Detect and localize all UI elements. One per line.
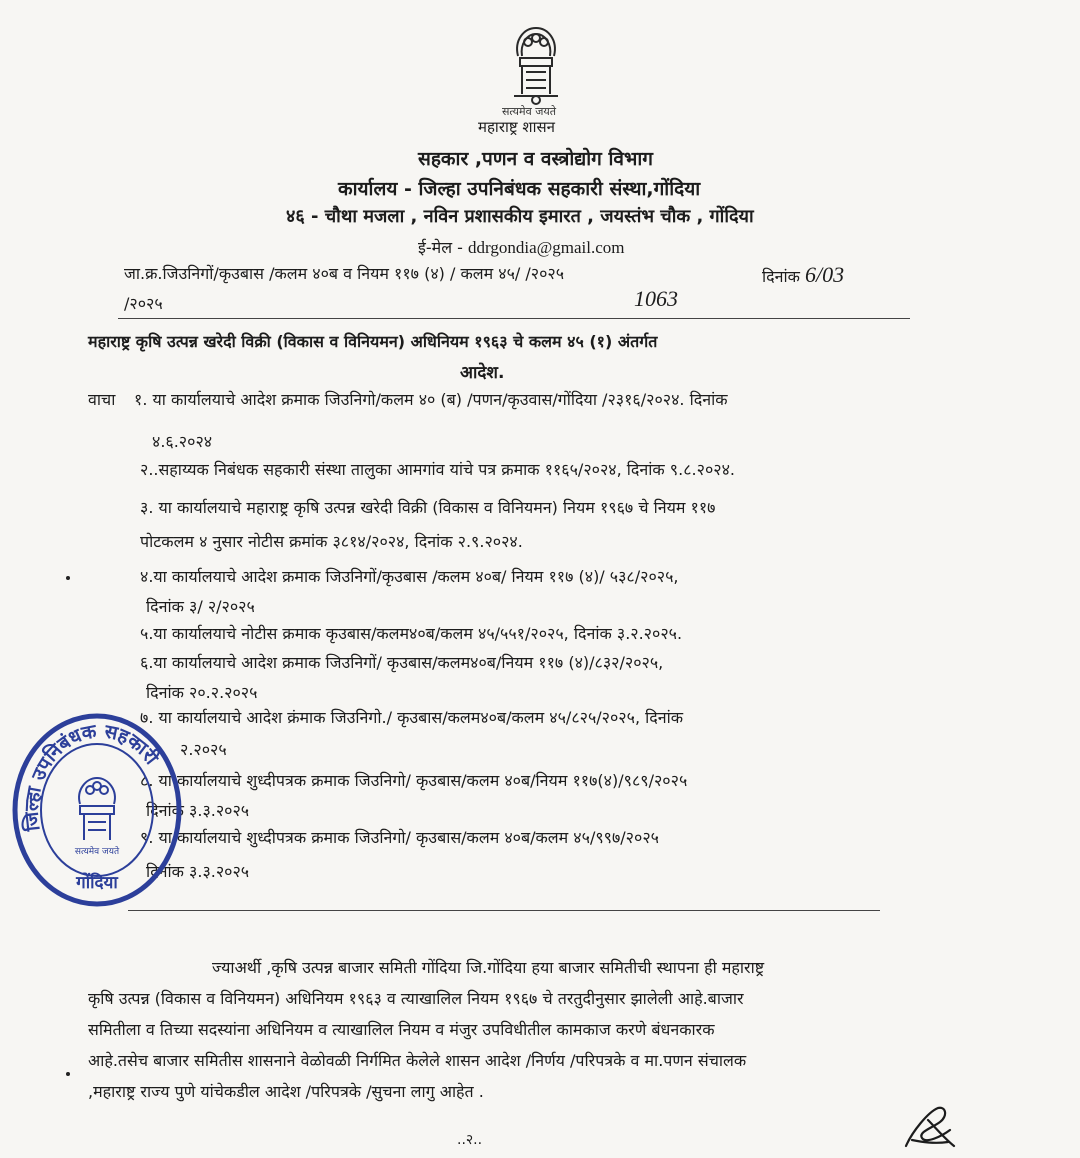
handwritten-date: 6/03	[805, 262, 845, 287]
paragraph-line: कृषि उत्पन्न (विकास व विनियमन) अधिनियम १९६३ व त्याखालिल नियम १९६७ चे तरतुदीनुसार झालेली आहे.बाजार	[88, 989, 744, 1008]
readings-divider	[128, 910, 880, 911]
reading-item: १. या कार्यालयाचे आदेश क्रमाक जिउनिगो/कलम ४० (ब) /पणन/कृउवास/गोंदिया /२३१६/२०२४. दिनांक	[134, 390, 728, 409]
government-name: महाराष्ट्र शासन	[478, 118, 555, 136]
order-title: आदेश.	[460, 363, 505, 383]
seal-motto: सत्यमेव जयते	[74, 847, 120, 857]
reading-item: पोटकलम ४ नुसार नोटीस क्रमांक ३८१४/२०२४, दिनांक २.९.२०२४.	[140, 532, 523, 551]
handwritten-number: 1063	[634, 286, 678, 311]
order-paragraph	[88, 952, 998, 1107]
state-emblem-icon	[496, 22, 576, 106]
reading-item: दिनांक ३.३.२०२५	[146, 862, 250, 881]
reading-item: ३. या कार्यालयाचे महाराष्ट्र कृषि उत्पन्न खरेदी विक्री (विकास व विनियमन) नियम १९६७ चे नियम ११७	[140, 498, 716, 517]
reading-item: दिनांक २०.२.२०२५	[146, 683, 258, 702]
email-label: ई-मेल -	[418, 238, 468, 257]
paragraph-line: ,महाराष्ट्र राज्य पुणे यांचेकडील आदेश /परिपत्रके /सुचना लागु आहेत .	[88, 1082, 484, 1101]
office-name: कार्यालय - जिल्हा उपनिबंधक सहकारी संस्था,गोंदिया	[338, 178, 701, 200]
reference-year: /२०२५	[124, 294, 163, 313]
margin-dot	[66, 576, 70, 580]
department-name: सहकार ,पणन व वस्त्रोद्योग विभाग	[418, 148, 653, 170]
reading-item: ९. या कार्यालयाचे शुध्दीपत्रक क्रमाक जिउनिगो/ कृउबास/कलम ४०ब/कलम ४५/९९७/२०२५	[140, 828, 659, 847]
reading-item: ८. या कार्यालयाचे शुध्दीपत्रक क्रमाक जिउनिगो/ कृउबास/कलम ४०ब/नियम ११७(४)/९८९/२०२५	[140, 771, 688, 790]
reference-date	[762, 262, 844, 288]
email-address: ddrgondia@gmail.com	[468, 238, 625, 257]
act-heading: महाराष्ट्र कृषि उत्पन्न खरेदी विक्री (विकास व विनियमन) अधिनियम १९६३ चे कलम ४५ (१) अंतर्गत	[88, 332, 658, 351]
margin-dot	[66, 1072, 70, 1076]
svg-text:जिल्हा उपनिबंधक सहकारी	[19, 720, 163, 833]
office-address: ४६ - चौथा मजला , नविन प्रशासकीय इमारत , जयस्तंभ चौक , गोंदिया	[286, 206, 754, 227]
reading-item: ६.या कार्यालयाचे आदेश क्रमाक जिउनिगों/ कृउबास/कलम४०ब/नियम ११७ (४)/८३२/२०२५,	[140, 653, 664, 672]
signature	[898, 1102, 960, 1154]
reading-item: ४.६.२०२४	[152, 432, 213, 451]
office-seal	[10, 712, 184, 908]
reading-item: २.२०२५	[180, 740, 227, 759]
emblem-motto: सत्यमेव जयते	[502, 105, 557, 118]
reading-item: २..सहाय्यक निबंधक सहकारी संस्था तालुका आमगांव यांचे पत्र क्रमाक ११६५/२०२४, दिनांक ९.८.२०२४.	[140, 460, 735, 479]
reading-item: ५.या कार्यालयाचे नोटीस क्रमाक कृउबास/कलम४०ब/कलम ४५/५५१/२०२५, दिनांक ३.२.२०२५.	[140, 624, 683, 643]
paragraph-line: ज्याअर्थी ,कृषि उत्पन्न बाजार समिती गोंदिया जि.गोंदिया हया बाजार समितीची स्थापना ही महाराष्ट्र	[212, 958, 765, 977]
email-line	[418, 236, 625, 258]
reference-number: जा.क्र.जिउनिगों/कृउबास /कलम ४०ब व नियम ११७ (४) / कलम ४५/ /२०२५	[124, 264, 565, 283]
seal-place: गोंदिया	[76, 873, 118, 893]
reading-item: ४.या कार्यालयाचे आदेश क्रमाक जिउनिगों/कृउबास /कलम ४०ब/ नियम ११७ (४)/ ५३८/२०२५,	[140, 567, 679, 586]
header-divider	[118, 318, 910, 319]
paragraph-line: समितीला व तिच्या सदस्यांना अधिनियम व त्याखालिल नियम व मंजुर उपविधीतील कामकाज करणे बंधनकारक	[88, 1020, 715, 1039]
reading-item: दिनांक ३.३.२०२५	[146, 801, 250, 820]
reading-item: ७. या कार्यालयाचे आदेश क्रंमाक जिउनिगो./ कृउबास/कलम४०ब/कलम ४५/८२५/२०२५, दिनांक	[140, 708, 684, 727]
date-label: दिनांक	[762, 267, 800, 286]
reading-item: दिनांक ३/ २/२०२५	[146, 597, 255, 616]
seal-ring-text: जिल्हा उपनिबंधक सहकारी	[20, 720, 163, 833]
paragraph-line: आहे.तसेच बाजार समितीस शासनाने वेळोवळी निर्गमित केलेले शासन आदेश /निर्णय /परिपत्रके व मा.पणन संचालक	[88, 1051, 747, 1070]
page-marker: ..२..	[457, 1132, 483, 1148]
readings-prefix: वाचा	[88, 390, 116, 409]
